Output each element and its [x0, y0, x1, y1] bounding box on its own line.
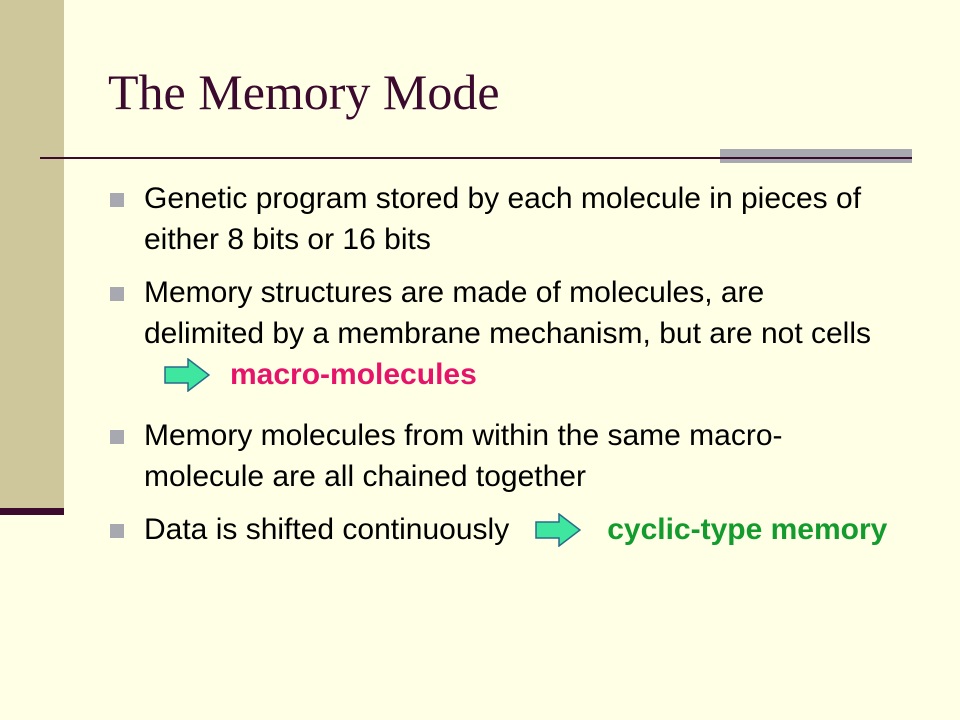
bullet-result: macro-molecules — [230, 358, 477, 391]
bullet-item — [108, 415, 888, 497]
right-arrow-icon — [164, 358, 210, 403]
right-arrow-icon — [535, 513, 581, 558]
bullet-text: Data is shifted continuously — [144, 513, 510, 546]
slide-title: The Memory Mode — [108, 64, 500, 120]
bullet-text: Memory structures are made of molecules, are delimited by a membrane mechanism, but are not cells — [144, 276, 872, 350]
bullet-item — [108, 178, 888, 260]
square-bullet-icon — [110, 193, 124, 207]
bullet-item — [108, 272, 888, 403]
sidebar-decoration — [0, 0, 64, 512]
bullet-text: Memory molecules from within the same macro-molecule are all chained together — [144, 419, 783, 493]
title-divider-accent — [720, 149, 912, 163]
bullet-result: cyclic-type memory — [607, 513, 888, 546]
square-bullet-icon — [110, 287, 124, 301]
square-bullet-icon — [110, 524, 124, 538]
sidebar-underline — [0, 508, 64, 515]
bullet-list — [108, 178, 888, 570]
bullet-item — [108, 509, 888, 558]
square-bullet-icon — [110, 430, 124, 444]
bullet-text: Genetic program stored by each molecule in pieces of either 8 bits or 16 bits — [144, 182, 862, 256]
